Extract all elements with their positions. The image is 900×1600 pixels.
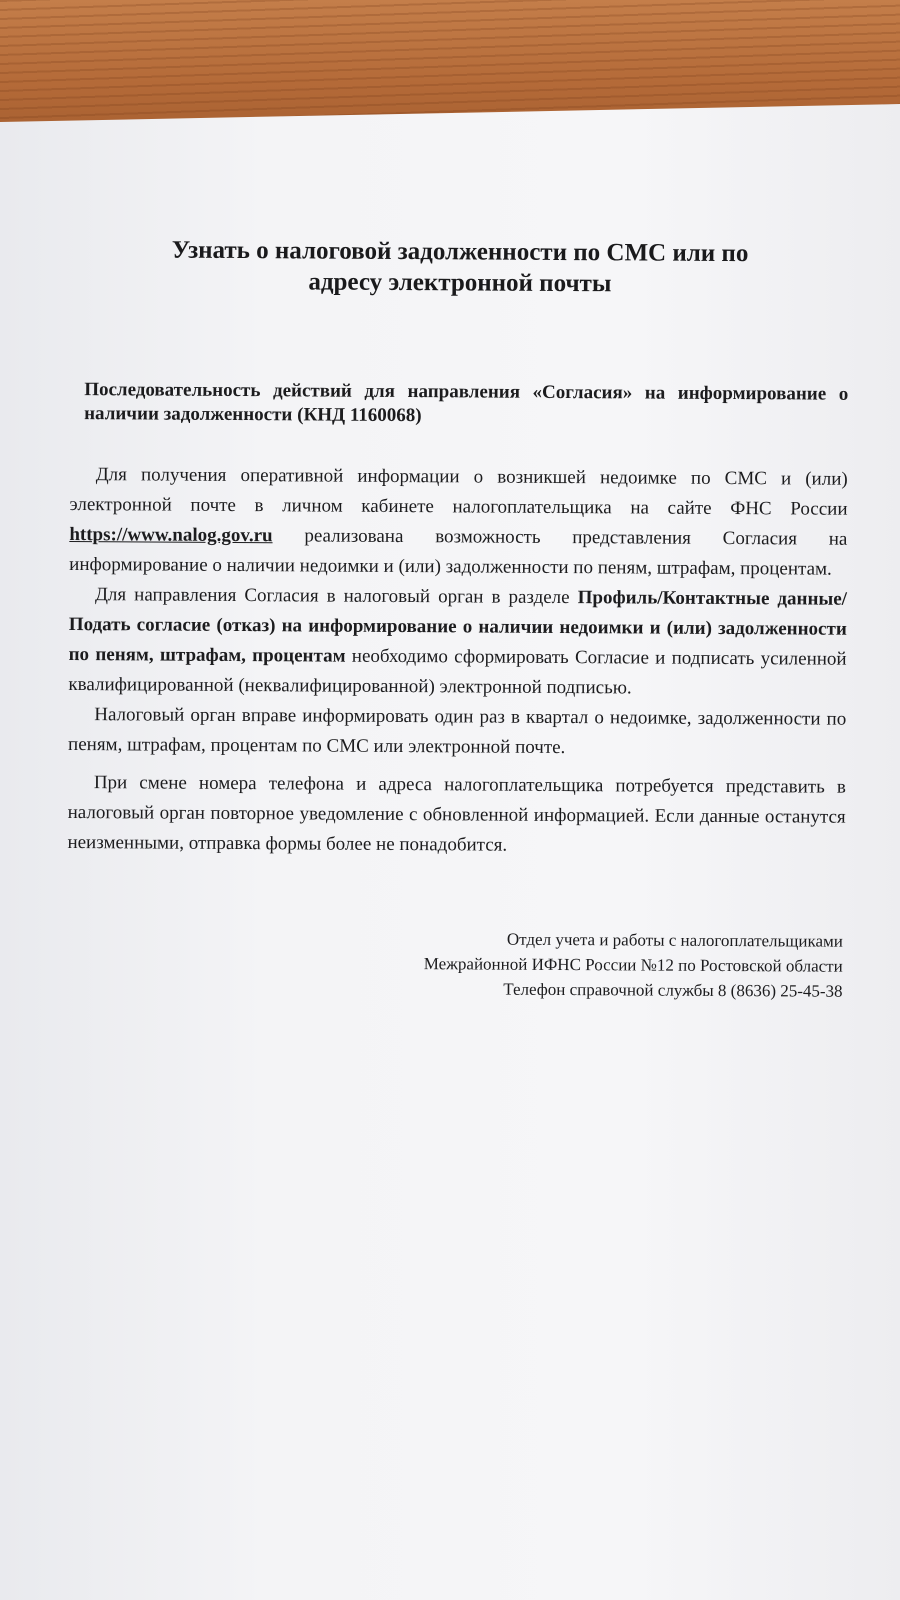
signature-block: [67, 924, 845, 1004]
document-title: [71, 234, 849, 301]
paragraph-2-text-before-bold: Для направления Согласия в налоговый орган в разделе: [94, 584, 578, 609]
paragraph-1-text-after-link: реализована возможность представления Согласия на информирование о наличии недоимки и (или) задолженности по пеням, штрафам, процентам.: [69, 525, 848, 580]
paragraph-1: [69, 460, 848, 585]
document-subtitle: Последовательность действий для направления «Согласия» на информирование о наличии задолженности (КНД 1160068): [84, 379, 849, 427]
paragraph-1-text-before-link: Для получения оперативной информации о возникшей недоимке по СМС и (или) электронной почте в личном кабинете налогоплательщика на сайте ФНС России: [69, 464, 848, 520]
title-line-1: Узнать о налоговой задолженности по СМС или по: [171, 236, 749, 268]
signature-inspection: Межрайонной ИФНС России №12 по Ростовской области: [423, 954, 843, 976]
title-line-2: адресу электронной почты: [308, 268, 612, 298]
document-body: [67, 460, 847, 863]
paragraph-2: [68, 580, 847, 705]
signature-department: Отдел учета и работы с налогоплательщиками: [506, 929, 843, 951]
document-content: [67, 104, 850, 1004]
fns-website-link[interactable]: https://www.nalog.gov.ru: [69, 523, 273, 547]
paragraph-4: При смене номера телефона и адреса налогоплательщика потребуется представить в налоговый орган повторное уведомление с обновленной информацией. Если данные останутся неизменными, отправка формы более не понадобится.: [67, 772, 846, 856]
paragraph-3: Налоговый орган вправе информировать один раз в квартал о недоимке, задолженности по пеням, штрафам, процентам по СМС или электронной почте.: [68, 704, 847, 759]
paragraph-2-text-after-bold: необходимо сформировать Согласие и подписать усиленной квалифицированной (неквалифицированной) электронной подписью.: [68, 645, 847, 699]
profile-section-path: Профиль/Контактные данные/Подать согласие (отказ) на информирование о наличии недоимки и (или) задолженности по пеням, штрафам, процентам: [68, 587, 848, 667]
signature-phone: Телефон справочной службы 8 (8636) 25-45-38: [503, 979, 843, 1001]
